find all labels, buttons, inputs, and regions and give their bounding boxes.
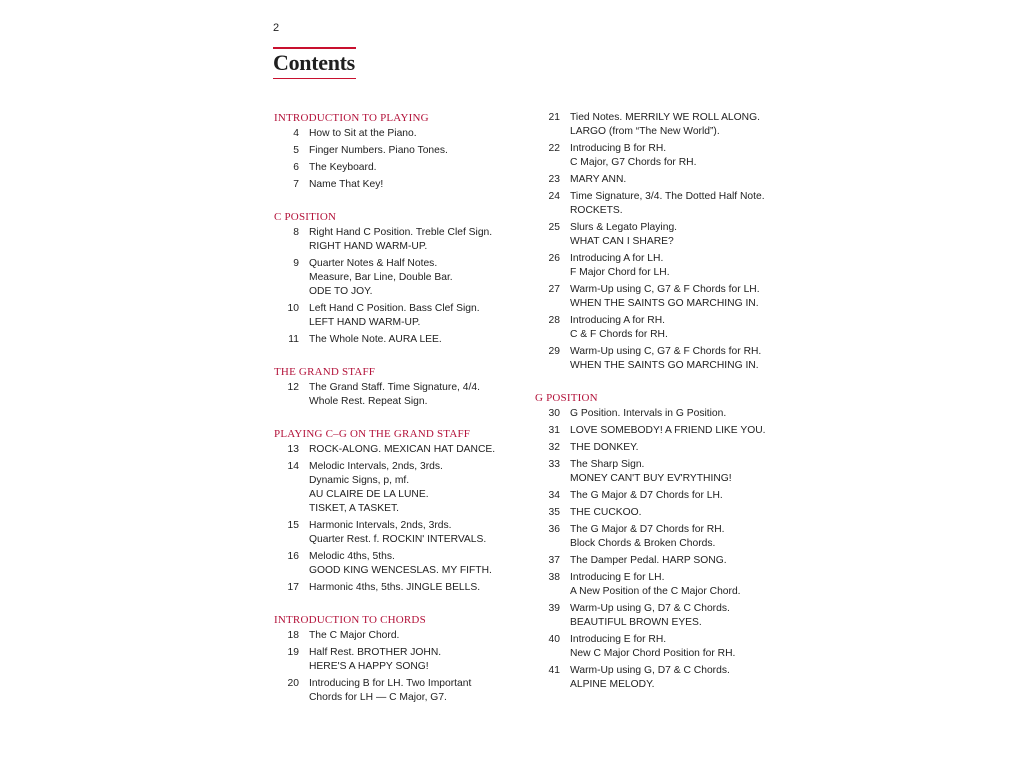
page-number-text: 21 — [548, 112, 560, 123]
entry-text — [299, 127, 524, 141]
entry-line: THE DONKEY. — [570, 442, 639, 453]
toc-entry — [274, 629, 524, 643]
toc-entry — [535, 111, 795, 139]
entry-text — [560, 633, 795, 661]
toc-entry — [535, 571, 795, 599]
toc-entry — [274, 550, 524, 578]
entry-page-number — [535, 407, 560, 421]
entry-line: Right Hand C Position. Treble Clef Sign. — [309, 227, 493, 238]
page-number-text: 33 — [548, 459, 560, 470]
entry-page-number — [274, 629, 299, 643]
entry-page-number — [535, 142, 560, 170]
entry-line: ROCK-ALONG. MEXICAN HAT DANCE. — [309, 444, 496, 455]
entry-line: ROCKETS. — [570, 205, 623, 216]
toc-left-column — [274, 111, 524, 719]
toc-entry — [535, 314, 795, 342]
entry-page-number — [274, 519, 299, 547]
entry-line: Measure, Bar Line, Double Bar. — [309, 272, 453, 283]
toc-entry — [274, 302, 524, 330]
entry-page-number — [535, 345, 560, 373]
section-title: G POSITION — [535, 392, 598, 404]
entry-page-number — [274, 161, 299, 175]
entry-line: Melodic Intervals, 2nds, 3rds. — [309, 461, 443, 472]
entry-page-number — [535, 489, 560, 503]
entry-page-number — [274, 381, 299, 409]
entry-line: ALPINE MELODY. — [570, 679, 655, 690]
entry-text — [560, 190, 795, 218]
toc-right-column — [535, 111, 795, 706]
toc-entry — [535, 142, 795, 170]
page-number-text: 5 — [293, 145, 299, 156]
entry-line: Warm-Up using C, G7 & F Chords for RH. — [570, 346, 762, 357]
toc-entry — [274, 677, 524, 705]
entry-text — [299, 443, 524, 457]
toc-entry — [274, 144, 524, 158]
entry-page-number — [274, 646, 299, 674]
page-number: 2 — [273, 22, 280, 34]
entry-line: Whole Rest. Repeat Sign. — [309, 396, 428, 407]
page-number-text: 10 — [287, 303, 299, 314]
entry-line: Melodic 4ths, 5ths. — [309, 551, 395, 562]
page-number-text: 28 — [548, 315, 560, 326]
entry-line: Introducing E for LH. — [570, 572, 665, 583]
entry-page-number — [274, 144, 299, 158]
entry-text — [560, 523, 795, 551]
page-number-text: 15 — [287, 520, 299, 531]
entry-line: GOOD KING WENCESLAS. MY FIFTH. — [309, 565, 492, 576]
toc-entry — [535, 554, 795, 568]
page-number-text: 31 — [548, 425, 560, 436]
toc-entry — [274, 519, 524, 547]
entry-line: Tied Notes. MERRILY WE ROLL ALONG. — [570, 112, 760, 123]
page-number-text: 37 — [548, 555, 560, 566]
page-number-text: 17 — [287, 582, 299, 593]
entry-page-number — [535, 314, 560, 342]
toc-entry — [535, 458, 795, 486]
page-number-text: 4 — [293, 128, 299, 139]
entry-page-number — [274, 460, 299, 516]
entry-line: The C Major Chord. — [309, 630, 400, 641]
entry-text — [560, 283, 795, 311]
entry-text — [560, 252, 795, 280]
page-number-text: 26 — [548, 253, 560, 264]
entry-page-number — [274, 550, 299, 578]
entry-line: RIGHT HAND WARM-UP. — [309, 241, 428, 252]
section-title: THE GRAND STAFF — [274, 366, 376, 378]
entry-line: The Keyboard. — [309, 162, 377, 173]
entry-page-number — [535, 173, 560, 187]
toc-entry — [535, 489, 795, 503]
section-title: PLAYING C–G ON THE GRAND STAFF — [274, 428, 471, 440]
entry-text — [560, 571, 795, 599]
toc-section — [274, 613, 524, 705]
contents-heading-block — [273, 47, 356, 79]
entry-page-number — [274, 257, 299, 299]
section-title: INTRODUCTION TO PLAYING — [274, 112, 429, 124]
toc-entry — [535, 345, 795, 373]
entry-text — [299, 460, 524, 516]
entry-line: How to Sit at the Piano. — [309, 128, 417, 139]
toc-entry — [274, 226, 524, 254]
page-number-text: 9 — [293, 258, 299, 269]
entry-page-number — [274, 302, 299, 330]
toc-entry — [535, 664, 795, 692]
entry-page-number — [274, 333, 299, 347]
entry-text — [560, 407, 795, 421]
entry-text — [560, 602, 795, 630]
toc-entry — [274, 127, 524, 141]
entry-line: The Damper Pedal. HARP SONG. — [570, 555, 727, 566]
toc-section — [274, 427, 524, 595]
page-number-text: 30 — [548, 408, 560, 419]
entry-page-number — [535, 190, 560, 218]
entry-line: HERE'S A HAPPY SONG! — [309, 661, 429, 672]
entry-line: WHEN THE SAINTS GO MARCHING IN. — [570, 298, 759, 309]
toc-entry — [274, 581, 524, 595]
page-number-text: 35 — [548, 507, 560, 518]
entry-line: Half Rest. BROTHER JOHN. — [309, 647, 442, 658]
toc-entry — [535, 252, 795, 280]
page-number-text: 14 — [287, 461, 299, 472]
section-title: INTRODUCTION TO CHORDS — [274, 614, 426, 626]
page-number-text: 25 — [548, 222, 560, 233]
entry-line: Introducing B for RH. — [570, 143, 667, 154]
entry-page-number — [274, 127, 299, 141]
page-number-text: 29 — [548, 346, 560, 357]
toc-entry — [535, 441, 795, 455]
toc-entry — [535, 283, 795, 311]
toc-entry — [535, 173, 795, 187]
toc-entry — [274, 333, 524, 347]
entry-text — [299, 629, 524, 643]
entry-text — [299, 550, 524, 578]
page-number-text: 39 — [548, 603, 560, 614]
page-number-text: 12 — [287, 382, 299, 393]
entry-line: MONEY CAN'T BUY EV'RYTHING! — [570, 473, 732, 484]
entry-line: The G Major & D7 Chords for RH. — [570, 524, 725, 535]
entry-line: WHEN THE SAINTS GO MARCHING IN. — [570, 360, 759, 371]
toc-section — [535, 391, 795, 692]
page-number-text: 7 — [293, 179, 299, 190]
entry-text — [299, 646, 524, 674]
title-rule-bottom — [273, 78, 356, 80]
page-number-text: 23 — [548, 174, 560, 185]
page-number-text: 22 — [548, 143, 560, 154]
entry-line: Slurs & Legato Playing. — [570, 222, 678, 233]
entry-line: AU CLAIRE DE LA LUNE. — [309, 489, 429, 500]
entry-text — [560, 489, 795, 503]
entry-text — [560, 173, 795, 187]
entry-page-number — [535, 571, 560, 599]
entry-text — [560, 111, 795, 139]
entry-page-number — [535, 283, 560, 311]
page-number-text: 13 — [287, 444, 299, 455]
page-number-text: 40 — [548, 634, 560, 645]
toc-entry — [274, 443, 524, 457]
entry-line: LEFT HAND WARM-UP. — [309, 317, 421, 328]
page-number-text: 19 — [287, 647, 299, 658]
page-title: Contents — [273, 49, 355, 75]
section-title: C POSITION — [274, 211, 337, 223]
entry-line: Introducing E for RH. — [570, 634, 667, 645]
entry-page-number — [535, 458, 560, 486]
toc-entry — [274, 646, 524, 674]
entry-line: Warm-Up using G, D7 & C Chords. — [570, 665, 730, 676]
entry-line: Quarter Notes & Half Notes. — [309, 258, 438, 269]
entry-line: The Sharp Sign. — [570, 459, 645, 470]
entry-line: TISKET, A TASKET. — [309, 503, 400, 514]
page-number-text: 27 — [548, 284, 560, 295]
entry-line: Time Signature, 3/4. The Dotted Half Note. — [570, 191, 765, 202]
toc-entry — [274, 161, 524, 175]
entry-page-number — [274, 443, 299, 457]
toc-entry — [535, 221, 795, 249]
entry-page-number — [535, 633, 560, 661]
entry-line: F Major Chord for LH. — [570, 267, 670, 278]
entry-line: Warm-Up using G, D7 & C Chords. — [570, 603, 730, 614]
entry-line: LOVE SOMEBODY! A FRIEND LIKE YOU. — [570, 425, 766, 436]
toc-section — [274, 365, 524, 409]
entry-text — [299, 302, 524, 330]
entry-page-number — [274, 178, 299, 192]
entry-line: The Grand Staff. Time Signature, 4/4. — [309, 382, 480, 393]
entry-line: Harmonic Intervals, 2nds, 3rds. — [309, 520, 452, 531]
entry-line: Introducing B for LH. Two Important — [309, 678, 472, 689]
entry-line: Finger Numbers. Piano Tones. — [309, 145, 448, 156]
entry-text — [560, 458, 795, 486]
entry-line: WHAT CAN I SHARE? — [570, 236, 674, 247]
entry-line: THE CUCKOO. — [570, 507, 642, 518]
entry-page-number — [535, 221, 560, 249]
page-number-text: 11 — [288, 334, 299, 345]
entry-line: ODE TO JOY. — [309, 286, 373, 297]
toc-entry — [535, 407, 795, 421]
entry-line: C Major, G7 Chords for RH. — [570, 157, 697, 168]
entry-text — [299, 161, 524, 175]
entry-line: Harmonic 4ths, 5ths. JINGLE BELLS. — [309, 582, 481, 593]
entry-text — [299, 677, 524, 705]
toc-section — [274, 210, 524, 347]
toc-entry — [535, 424, 795, 438]
page-number-text: 20 — [287, 678, 299, 689]
entry-line: Name That Key! — [309, 179, 384, 190]
entry-text — [299, 333, 524, 347]
toc-entry — [535, 190, 795, 218]
entry-text — [299, 226, 524, 254]
entry-page-number — [535, 111, 560, 139]
entry-line: New C Major Chord Position for RH. — [570, 648, 736, 659]
entry-text — [299, 519, 524, 547]
entry-line: Introducing A for LH. — [570, 253, 664, 264]
entry-page-number — [274, 581, 299, 595]
entry-text — [560, 424, 795, 438]
entry-line: MARY ANN. — [570, 174, 627, 185]
entry-line: Introducing A for RH. — [570, 315, 666, 326]
page-number-text: 38 — [548, 572, 560, 583]
entry-text — [560, 506, 795, 520]
entry-page-number — [535, 424, 560, 438]
page-number-text: 18 — [287, 630, 299, 641]
entry-line: Warm-Up using C, G7 & F Chords for LH. — [570, 284, 760, 295]
entry-line: Quarter Rest. f. ROCKIN' INTERVALS. — [309, 534, 487, 545]
entry-line: A New Position of the C Major Chord. — [570, 586, 741, 597]
entry-page-number — [274, 677, 299, 705]
toc-entry — [535, 523, 795, 551]
entry-page-number — [535, 664, 560, 692]
entry-line: The Whole Note. AURA LEE. — [309, 334, 442, 345]
page-number-text: 36 — [548, 524, 560, 535]
page-number-text: 6 — [293, 162, 299, 173]
toc-section — [274, 111, 524, 192]
entry-text — [560, 345, 795, 373]
toc-entry — [535, 602, 795, 630]
entry-text — [560, 441, 795, 455]
toc-entry — [274, 257, 524, 299]
entry-text — [299, 581, 524, 595]
entry-page-number — [535, 441, 560, 455]
entry-text — [299, 178, 524, 192]
entry-text — [560, 554, 795, 568]
entry-line: Block Chords & Broken Chords. — [570, 538, 716, 549]
entry-text — [299, 381, 524, 409]
entry-line: Dynamic Signs, p, mf. — [309, 475, 410, 486]
entry-page-number — [535, 554, 560, 568]
entry-line: G Position. Intervals in G Position. — [570, 408, 727, 419]
entry-page-number — [274, 226, 299, 254]
toc-entry — [274, 460, 524, 516]
entry-text — [299, 144, 524, 158]
entry-text — [560, 142, 795, 170]
entry-page-number — [535, 252, 560, 280]
toc-entry — [535, 633, 795, 661]
page-number-text: 32 — [548, 442, 560, 453]
entry-line: BEAUTIFUL BROWN EYES. — [570, 617, 702, 628]
entry-line: C & F Chords for RH. — [570, 329, 668, 340]
entry-page-number — [535, 506, 560, 520]
toc-entry — [274, 381, 524, 409]
entry-line: Left Hand C Position. Bass Clef Sign. — [309, 303, 480, 314]
entry-line: Chords for LH — C Major, G7. — [309, 692, 447, 703]
entry-text — [560, 221, 795, 249]
page-number-text: 16 — [287, 551, 299, 562]
entry-text — [299, 257, 524, 299]
page-number-text: 8 — [293, 227, 299, 238]
page-number-text: 34 — [548, 490, 560, 501]
entry-line: The G Major & D7 Chords for LH. — [570, 490, 723, 501]
entry-page-number — [535, 602, 560, 630]
toc-entry — [535, 506, 795, 520]
entry-line: LARGO (from “The New World”). — [570, 126, 720, 137]
toc-entry — [274, 178, 524, 192]
entry-page-number — [535, 523, 560, 551]
entry-text — [560, 664, 795, 692]
toc-section — [535, 111, 795, 373]
page-number-text: 24 — [548, 191, 560, 202]
entry-text — [560, 314, 795, 342]
page-number-text: 41 — [548, 665, 560, 676]
